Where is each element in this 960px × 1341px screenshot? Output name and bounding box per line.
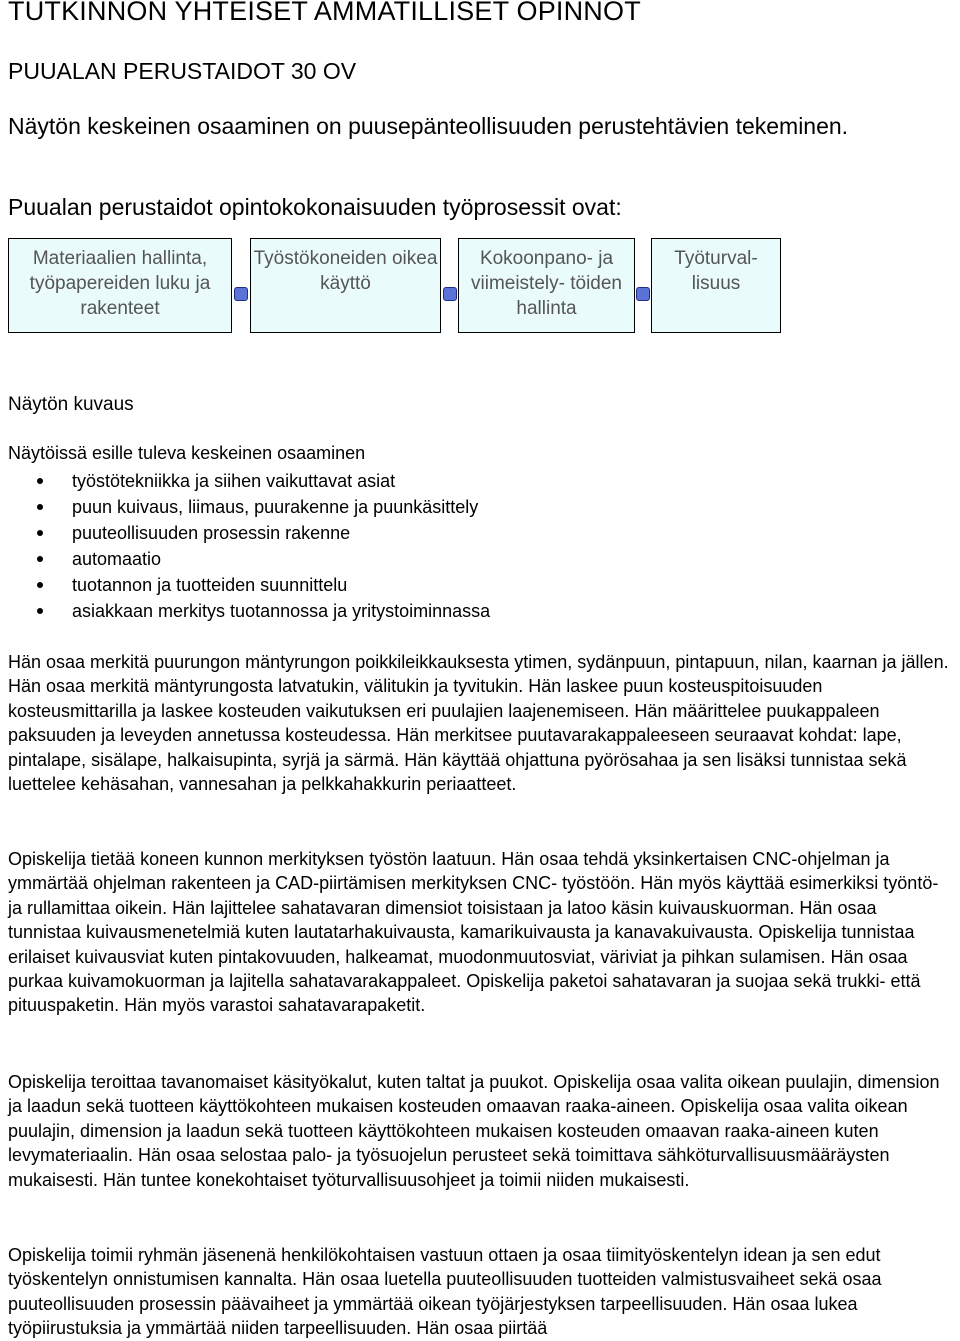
list-item-text: työstötekniikka ja siihen vaikuttavat asiat — [72, 471, 396, 491]
bullet-icon — [37, 582, 43, 588]
list-item-text: asiakkaan merkitys tuotannossa ja yritystoiminnassa — [72, 601, 491, 621]
process-step-assembly — [458, 238, 635, 333]
paragraph: Opiskelija toimii ryhmän jäsenenä henkilökohtaisen vastuun ottaen ja osaa tiimityöskentelyn idean ja sen edut työskentelyn onnistumisen kannalta. Hän osaa luetella puuteollisuuden tuotteiden valmistusvaiheet sekä osaa puuteollisuuden prosessin päävaiheet ja ymmärtää oikean työjärjestyksen tarpeellisuuden. Hän osaa lukea työpiirustuksia ja ymmärtää niiden tarpeellisuuden. Hän osaa piirtää — [8, 1245, 882, 1339]
process-step-safety — [651, 238, 781, 333]
list-item-text: automaatio — [72, 549, 162, 569]
process-step-label: Kokoonpano- ja viimeistely- töiden hallinta — [471, 248, 622, 319]
section-heading: Näytön kuvaus — [8, 394, 134, 415]
bullet-icon — [37, 478, 43, 484]
bullet-icon — [37, 608, 43, 614]
list-item-text: tuotannon ja tuotteiden suunnittelu — [72, 575, 348, 595]
process-title: Puualan perustaidot opintokokonaisuuden työprosessit ovat: — [8, 194, 622, 220]
page-title: TUTKINNON YHTEISET AMMATILLISET OPINNOT — [8, 0, 641, 26]
paragraph: Opiskelija teroittaa tavanomaiset käsityökalut, kuten taltat ja puukot. Opiskelija osaa valita oikean puulajin, dimension ja laadun sekä tuotteen käyttökohteen mukaisen kosteuden omaavan raaka-aineen. Opiskelija osaa valita oikean puulajin, dimension ja laadun sekä tuotteen käyttökohteen mukaisen kosteuden omaavan raaka-aineen kuten levymateriaalin. Hän osaa selostaa palo- ja työsuojelun perusteet sekä toimittava sähköturvallisuusmääräysten mukaisesti. Hän tuntee konekohtaiset työturvallisuusohjeet ja toimii niiden mukaisesti. — [8, 1072, 940, 1190]
intro-text: Näytön keskeinen osaaminen on puusepänteollisuuden perustehtävien tekeminen. — [8, 113, 849, 139]
page-subtitle: PUUALAN PERUSTAIDOT 30 OV — [8, 58, 357, 84]
bullet-icon — [37, 504, 43, 510]
connector-icon — [234, 287, 248, 301]
lead-text: Näytöissä esille tuleva keskeinen osaaminen — [8, 443, 366, 463]
process-step-label: Materiaalien hallinta, työpapereiden luku ja rakenteet — [29, 248, 211, 319]
connector-icon — [636, 287, 650, 301]
process-step-materials — [8, 238, 232, 333]
paragraph: Hän osaa merkitä puurungon mäntyrungon poikkileikkauksesta ytimen, sydänpuun, pintapuun, nilan, kaarnan ja jällen. Hän osaa merkitä mäntyrungosta latvatukin, välitukin ja tyvitukin. Hän laskee puun kosteuspitoisuuden kosteusmittarilla ja laskee kosteuden vaikutuksen eri puulajien laajenemiseen. Hän määrittelee puukappaleen paksuuden ja leveyden annetussa kosteudessa. Hän merkitsee puutavarakappaleeseen seuraavat kohdat: lape, pintalape, sisälape, halkaisupinta, syrjä ja särmä. Hän käyttää ohjattuna pyörösahaa ja sen lisäksi tunnistaa sekä luettelee kehäsahan, vannesahan ja pelkkahakkurin periaatteet. — [8, 652, 949, 795]
bullet-icon — [37, 556, 43, 562]
process-step-label: Työturval- lisuus — [674, 248, 758, 294]
connector-icon — [443, 287, 457, 301]
process-step-machines — [250, 238, 441, 333]
list-item-text: puuteollisuuden prosessin rakenne — [72, 523, 351, 543]
paragraph: Opiskelija tietää koneen kunnon merkityksen työstön laatuun. Hän osaa tehdä yksinkertaisen CNC-ohjelman ja ymmärtää ohjelman rakenteen ja CAD-piirtämisen merkityksen CNC- työstöön. Hän myös käyttää esimerkiksi työntö- ja rullamittaa oikein. Hän lajittelee sahatavaran dimensiot toisistaan ja latoo käsin kuivauskuorman. Hän osaa tunnistaa kuivausmenetelmiä kuten lautatarhakuivausta, kamarikuivausta ja kanavakuivausta. Opiskelija tunnistaa erilaiset kuivausviat kuten pintakovuuden, halkeamat, muodonmuutosviat, väriviat ja pihkan sulamisen. Hän osaa purkaa kuivamokuorman ja lajitella sahatavarakappaleet. Opiskelija paketoi sahatavaran ja suojaa sekä trukki- että pituuspaketin. Hän myös varastoi sahatavarapaketit. — [8, 849, 939, 1016]
process-step-label: Työstökoneiden oikea käyttö — [253, 248, 438, 294]
list-item-text: puun kuivaus, liimaus, puurakenne ja puunkäsittely — [72, 497, 479, 517]
bullet-icon — [37, 530, 43, 536]
